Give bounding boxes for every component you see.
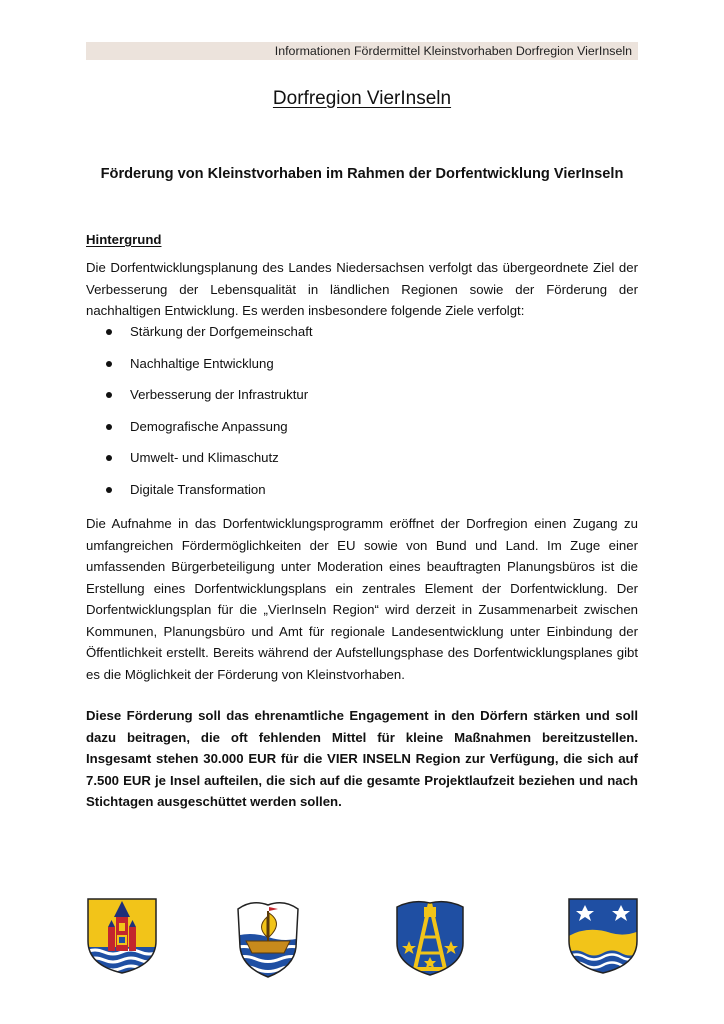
document-title: Dorfregion VierInseln xyxy=(272,88,452,109)
program-paragraph: Die Aufnahme in das Dorfentwicklungsprogramm eröffnet der Dorfregion einen Zugang zu umfangreichen Fördermöglichkeiten der EU sowie von Bund und Land. Im Zuge einer umfassenden Bürgerbeteiligung unter Moderation eines beauftragten Planungsbüros ist die Erstellung eines Dorfentwicklungsplans ein zentrales Element der Dorfentwicklung. Der Dorfentwicklungsplan für die „VierInseln Region“ wird derzeit in Zusammenarbeit zwischen Kommunen, Planungsbüro und Amt für regionale Landesentwicklung unter Einbindung der Öffentlichkeit erstellt. Bereits während der Aufstellungsphase des Dorfentwicklungsplanes gibt es die Möglichkeit der Förderung von Kleinstvorhaben. xyxy=(86,516,638,682)
bullet-icon xyxy=(106,424,112,430)
running-header-title: Informationen Fördermittel Kleinstvorhaben Dorfregion VierInseln xyxy=(274,44,632,58)
list-item: Umwelt- und Klimaschutz xyxy=(106,448,313,480)
bullet-icon xyxy=(106,392,112,398)
list-item: Verbesserung der Infrastruktur xyxy=(106,385,313,417)
funding-paragraph: Diese Förderung soll das ehrenamtliche Engagement in den Dörfern stärken und soll dazu beitragen, die oft fehlenden Mittel für kleine Maßnahmen bereitzustellen. Insgesamt stehen 30.000 EUR für die VIER INSELN Region zur Verfügung, die sich auf 7.500 EUR je Insel aufteilen, die sich auf die gesamte Projektlaufzeit beziehen und nach Stichtagen ausgeschüttet werden sollen. xyxy=(86,708,638,809)
ship-crest-icon xyxy=(232,897,304,979)
list-item: Stärkung der Dorfgemeinschaft xyxy=(106,322,313,354)
list-item: Digitale Transformation xyxy=(106,480,313,512)
list-item: Demografische Anpassung xyxy=(106,417,313,449)
bullet-icon xyxy=(106,329,112,335)
tower-crest-icon xyxy=(86,897,158,975)
list-item: Nachhaltige Entwicklung xyxy=(106,354,313,386)
running-header xyxy=(86,42,638,60)
bullet-icon xyxy=(106,455,112,461)
lighthouse-crest-icon xyxy=(395,897,465,977)
bullet-icon xyxy=(106,361,112,367)
section-heading-hintergrund: Hintergrund xyxy=(86,232,162,247)
document-subtitle: Förderung von Kleinstvorhaben im Rahmen der Dorfentwicklung VierInseln xyxy=(100,166,624,182)
stars-wave-crest-icon xyxy=(567,897,639,975)
bullet-icon xyxy=(106,487,112,493)
goals-list xyxy=(106,322,313,511)
intro-paragraph: Die Dorfentwicklungsplanung des Landes Niedersachsen verfolgt das übergeordnete Ziel der Verbesserung der Lebensqualität in ländlichen Regionen sowie der Förderung der nachhaltigen Entwicklung. Es werden insbesondere folgende Ziele verfolgt: xyxy=(86,260,638,318)
